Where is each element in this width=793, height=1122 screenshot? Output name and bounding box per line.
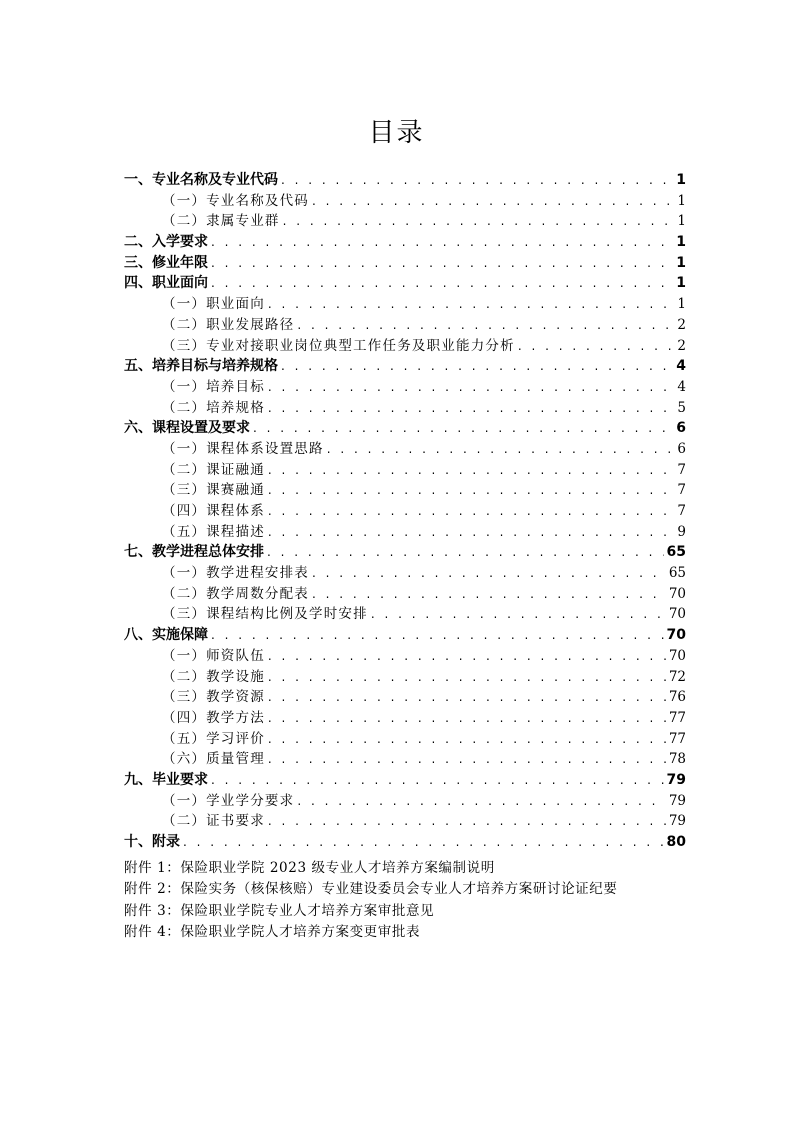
toc-page-number: 76 [668, 689, 686, 706]
toc-entry-title: （三）课赛融通 [162, 482, 265, 499]
toc-section-entry[interactable] [124, 708, 686, 729]
toc-page-number: 1 [676, 172, 686, 188]
toc-section-entry[interactable] [124, 749, 686, 770]
toc-page-number: 5 [677, 399, 686, 416]
toc-page-number: 7 [677, 482, 686, 499]
toc-section-entry[interactable] [124, 687, 686, 708]
toc-entry-title: （三）专业对接职业岗位典型工作任务及职业能力分析 [162, 337, 515, 354]
dot-leader [268, 646, 666, 667]
dot-leader [281, 170, 673, 191]
toc-page-number: 2 [677, 316, 686, 333]
toc-entry-title: （三）教学资源 [162, 689, 265, 706]
toc-page-number: 70 [668, 647, 686, 664]
dot-leader [268, 398, 675, 419]
dot-leader [297, 315, 674, 336]
toc-chapter-entry[interactable] [124, 356, 686, 377]
toc-section-entry[interactable] [124, 501, 686, 522]
toc-page-number: 77 [668, 730, 686, 747]
toc-entry-title: （一）培养目标 [162, 378, 265, 395]
dot-leader [371, 604, 666, 625]
dot-leader [211, 770, 664, 791]
dot-leader [268, 729, 666, 750]
toc-chapter-entry[interactable] [124, 253, 686, 274]
toc-chapter-entry[interactable] [124, 770, 686, 791]
toc-entry-title: 一、专业名称及专业代码 [124, 172, 278, 188]
toc-entry-title: （五）课程描述 [162, 523, 265, 540]
toc-chapter-entry[interactable] [124, 832, 686, 853]
toc-entry-title: （四）教学方法 [162, 709, 265, 726]
dot-leader [183, 832, 664, 853]
toc-page-number: 9 [677, 523, 686, 540]
toc-page-number: 7 [677, 461, 686, 478]
toc-entry-title: （一）学业学分要求 [162, 792, 295, 809]
toc-page-number: 72 [668, 668, 686, 685]
dot-leader [268, 749, 666, 770]
toc-entry-title: （二）教学设施 [162, 668, 265, 685]
toc-page-number: 6 [677, 440, 686, 457]
dot-leader [253, 418, 673, 439]
toc-chapter-entry[interactable] [124, 170, 686, 191]
dot-leader [297, 791, 666, 812]
dot-leader [211, 625, 664, 646]
toc-section-entry[interactable] [124, 729, 686, 750]
toc-entry-title: 六、课程设置及要求 [124, 420, 250, 437]
dot-leader [268, 687, 666, 708]
dot-leader [283, 211, 675, 232]
toc-entry-title: （一）专业名称及代码 [162, 192, 309, 209]
dot-leader [268, 294, 675, 315]
toc-chapter-entry[interactable] [124, 273, 686, 294]
toc-section-entry[interactable] [124, 294, 686, 315]
toc-page-number: 79 [666, 771, 686, 788]
toc-page-number: 70 [666, 627, 686, 644]
toc-entry-title: 八、实施保障 [124, 627, 208, 644]
toc-section-entry[interactable] [124, 191, 686, 212]
dot-leader [312, 584, 666, 605]
toc-section-entry[interactable] [124, 604, 686, 625]
toc-entry-title: 二、入学要求 [124, 234, 208, 251]
toc-section-entry[interactable] [124, 211, 686, 232]
appendix-item: 附件 2：保险实务（核保核赔）专业建设委员会专业人才培养方案研讨论证纪要 [124, 881, 618, 898]
dot-leader [268, 811, 666, 832]
dot-leader [327, 439, 675, 460]
toc-entry-title: （四）课程体系 [162, 503, 265, 519]
toc-section-entry[interactable] [124, 646, 686, 667]
toc-page-number: 77 [668, 709, 686, 726]
toc-page-number: 7 [677, 503, 686, 519]
toc-entry-title: （三）课程结构比例及学时安排 [162, 606, 368, 623]
dot-leader [211, 253, 673, 274]
toc-page-number: 1 [676, 234, 686, 251]
dot-leader [268, 708, 666, 729]
dot-leader [268, 522, 675, 543]
table-of-contents [124, 170, 686, 853]
dot-leader [268, 460, 675, 481]
toc-entry-title: （二）课证融通 [162, 461, 265, 478]
toc-entry-title: （二）职业发展路径 [162, 316, 295, 333]
toc-chapter-entry[interactable] [124, 418, 686, 439]
toc-page-number: 4 [677, 378, 686, 395]
toc-page-number: 78 [668, 751, 686, 768]
dot-leader [312, 191, 674, 212]
toc-page-number: 80 [666, 834, 686, 850]
toc-page-number: 6 [676, 420, 686, 437]
toc-page-number: 1 [677, 213, 686, 230]
toc-section-entry[interactable] [124, 336, 686, 357]
toc-entry-title: 三、修业年限 [124, 254, 208, 271]
toc-section-entry[interactable] [124, 811, 686, 832]
dot-leader [267, 542, 664, 563]
toc-entry-title: 五、培养目标与培养规格 [124, 358, 278, 375]
toc-chapter-entry[interactable] [124, 625, 686, 646]
dot-leader [268, 667, 666, 688]
toc-page-number: 65 [668, 565, 686, 582]
toc-entry-title: （一）职业面向 [162, 296, 265, 313]
toc-entry-title: 四、职业面向 [124, 275, 208, 292]
toc-entry-title: 十、附录 [124, 834, 180, 850]
toc-entry-title: （一）课程体系设置思路 [162, 440, 324, 457]
dot-leader [268, 501, 675, 522]
dot-leader [211, 273, 673, 294]
toc-page-number: 79 [668, 792, 686, 809]
toc-page-number: 1 [677, 192, 686, 209]
toc-chapter-entry[interactable] [124, 232, 686, 253]
dot-leader [268, 377, 675, 398]
page-title: 目录 [368, 118, 425, 148]
dot-leader [518, 336, 675, 357]
dot-leader [211, 232, 673, 253]
toc-section-entry[interactable] [124, 315, 686, 336]
appendix-item: 附件 3：保险职业学院专业人才培养方案审批意见 [124, 902, 435, 919]
dot-leader [312, 563, 666, 584]
toc-chapter-entry[interactable] [124, 542, 686, 563]
toc-page-number: 2 [677, 337, 686, 354]
toc-page-number: 1 [676, 275, 686, 292]
toc-section-entry[interactable] [124, 667, 686, 688]
toc-section-entry[interactable] [124, 522, 686, 543]
toc-entry-title: 七、教学进程总体安排 [124, 544, 264, 561]
toc-entry-title: （二）隶属专业群 [162, 213, 280, 230]
toc-entry-title: （一）师资队伍 [162, 647, 265, 664]
toc-section-entry[interactable] [124, 439, 686, 460]
toc-section-entry[interactable] [124, 563, 686, 584]
appendix-list [124, 858, 724, 943]
dot-leader [268, 480, 675, 501]
toc-entry-title: （二）证书要求 [162, 813, 265, 830]
toc-page-number: 4 [676, 358, 686, 375]
toc-entry-title: （一）教学进程安排表 [162, 565, 309, 582]
toc-section-entry[interactable] [124, 791, 686, 812]
toc-page-number: 1 [676, 254, 686, 271]
toc-page-number: 70 [668, 606, 686, 623]
toc-page-number: 79 [668, 813, 686, 830]
toc-section-entry[interactable] [124, 398, 686, 419]
toc-section-entry[interactable] [124, 584, 686, 605]
toc-entry-title: （二）教学周数分配表 [162, 585, 309, 602]
toc-entry-title: （六）质量管理 [162, 751, 265, 768]
toc-section-entry[interactable] [124, 377, 686, 398]
toc-entry-title: （二）培养规格 [162, 399, 265, 416]
dot-leader [281, 356, 673, 377]
toc-page-number: 65 [666, 544, 686, 561]
appendix-item: 附件 4：保险职业学院人才培养方案变更审批表 [124, 923, 421, 940]
toc-section-entry[interactable] [124, 480, 686, 501]
appendix-item: 附件 1：保险职业学院 2023 级专业人才培养方案编制说明 [124, 860, 495, 876]
toc-entry-title: （五）学习评价 [162, 730, 265, 747]
toc-entry-title: 九、毕业要求 [124, 771, 208, 788]
toc-page-number: 70 [668, 585, 686, 602]
toc-page-number: 1 [677, 296, 686, 313]
toc-section-entry[interactable] [124, 460, 686, 481]
